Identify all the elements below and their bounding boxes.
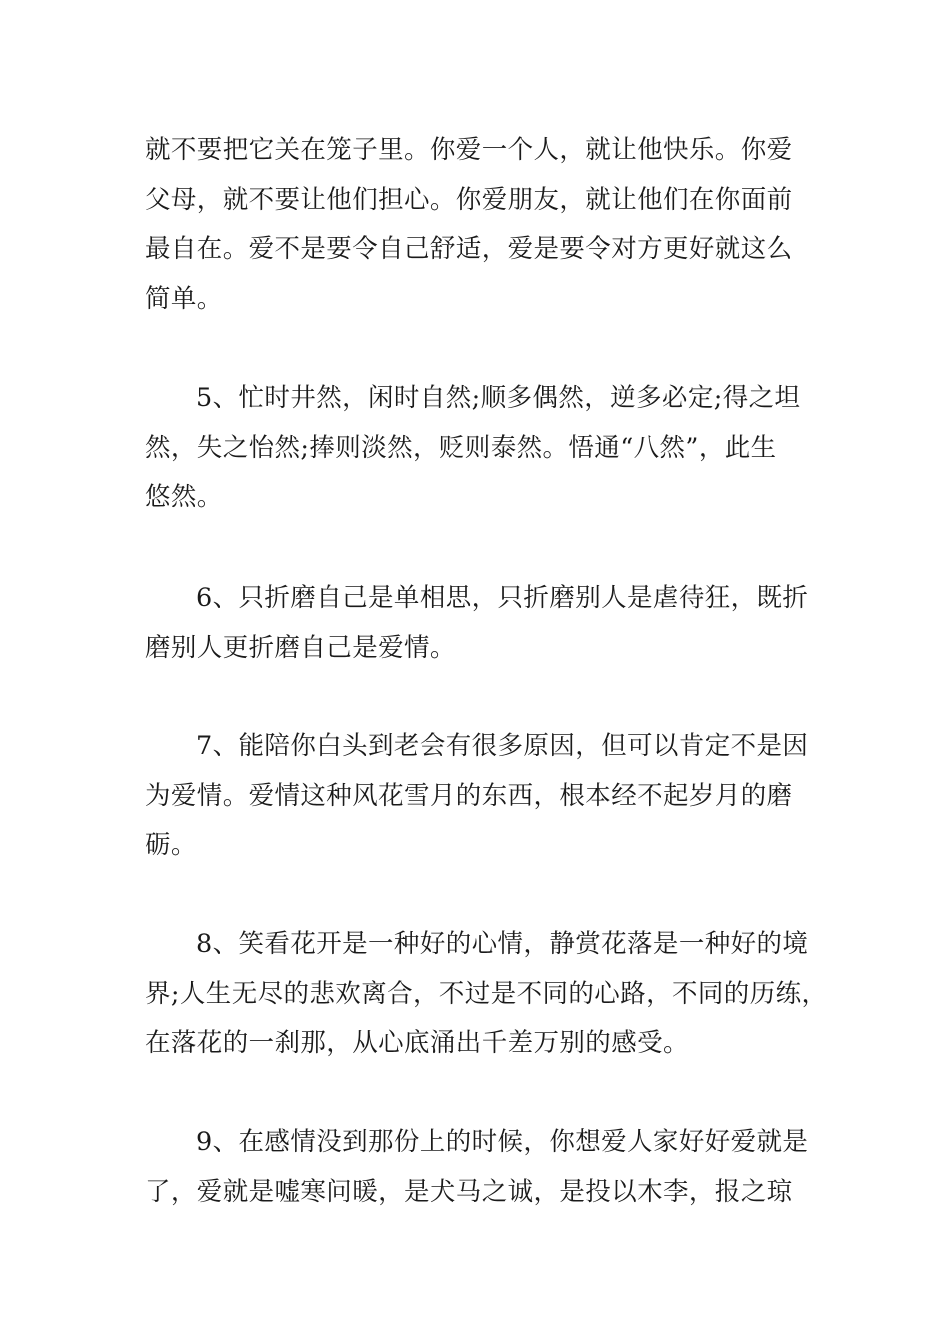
text-line: 界;人生无尽的悲欢离合，不过是不同的心路，不同的历练， <box>145 978 828 1009</box>
text-line: 了，爱就是嘘寒问暖，是犬马之诚，是投以木李，报之琼 <box>145 1176 793 1207</box>
text-line: 简单。 <box>145 283 223 314</box>
text-line: 6、只折磨自己是单相思，只折磨别人是虐待狂，既折 <box>196 583 809 613</box>
text-line: 5、忙时井然，闲时自然;顺多偶然，逆多必定;得之坦 <box>196 383 801 413</box>
paragraph-item-8 <box>145 920 835 1069</box>
text-line: 在落花的一刹那，从心底涌出千差万别的感受。 <box>145 1028 689 1058</box>
text-line: 9、在感情没到那份上的时候，你想爱人家好好爱就是 <box>196 1127 809 1157</box>
text-line: 然，失之怡然;捧则淡然，贬则泰然。悟通“八然”，此生 <box>145 432 777 463</box>
text-line: 7、能陪你白头到老会有很多原因，但可以肯定不是因 <box>196 731 809 761</box>
text-line: 就不要把它关在笼子里。你爱一个人，就让他快乐。你爱 <box>145 135 793 165</box>
text-line: 砺。 <box>145 830 197 860</box>
text-line: 为爱情。爱情这种风花雪月的东西，根本经不起岁月的磨 <box>145 780 793 811</box>
paragraph-item-5 <box>145 374 835 523</box>
paragraph-item-6 <box>145 574 835 673</box>
text-line: 磨别人更折磨自己是爱情。 <box>145 632 456 663</box>
text-line: 8、笑看花开是一种好的心情，静赏花落是一种好的境 <box>196 929 809 959</box>
text-line: 最自在。爱不是要令自己舒适，爱是要令对方更好就这么 <box>145 234 793 264</box>
paragraph-love-continuation <box>145 126 835 324</box>
text-line: 悠然。 <box>145 482 223 512</box>
text-line: 父母，就不要让他们担心。你爱朋友，就让他们在你面前 <box>145 184 793 215</box>
paragraph-item-7 <box>145 722 835 871</box>
paragraph-item-9 <box>145 1118 835 1217</box>
